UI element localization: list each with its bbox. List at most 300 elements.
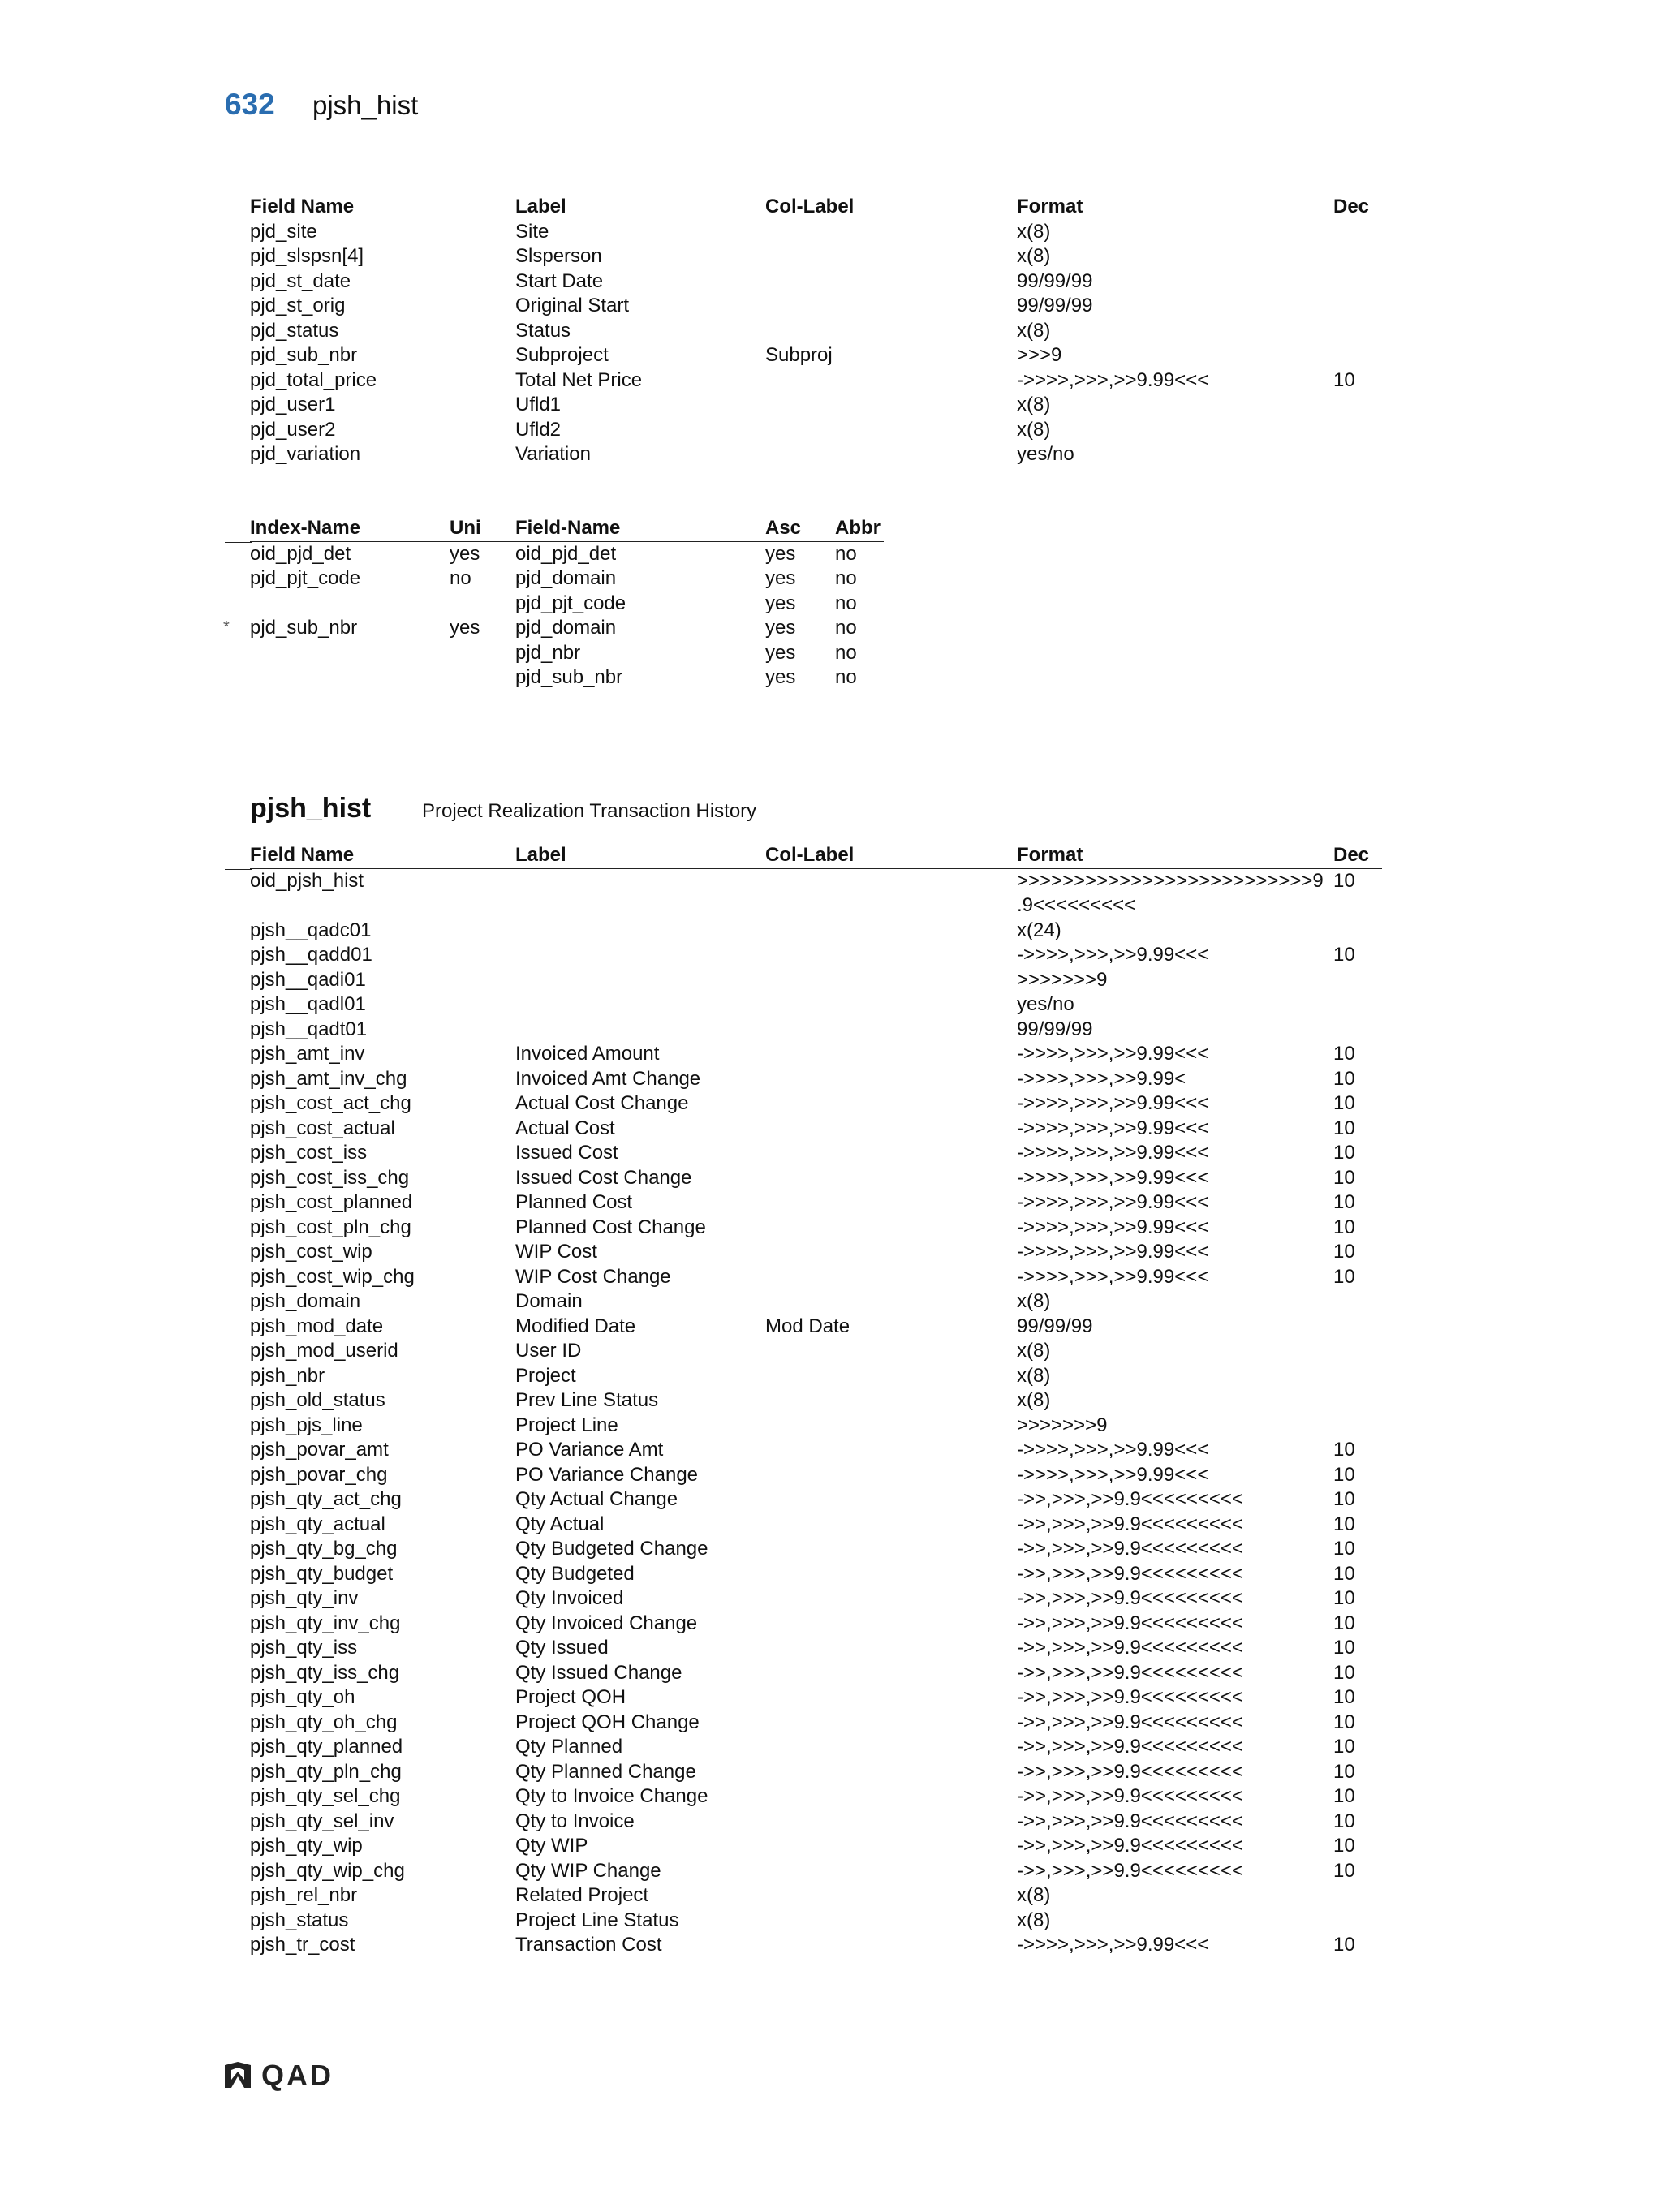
format-cell: 99/99/99 [1017,1315,1093,1337]
field-name-cell: pjsh_status [250,1909,349,1931]
table-row [250,343,1382,368]
dec-cell: 10 [1333,1538,1355,1560]
table-row [250,992,1382,1018]
format-cell: x(8) [1017,1909,1051,1931]
format-cell: ->>,>>>,>>9.9<<<<<<<<< [1017,1785,1243,1807]
table-row [250,1933,1382,1958]
label-cell: Domain [515,1290,583,1312]
format-cell: ->>,>>>,>>9.9<<<<<<<<< [1017,1686,1243,1708]
unique-cell: yes [450,542,480,565]
col-label-cell [765,1636,1017,1661]
unique-cell: no [450,567,471,589]
format-cell: ->>,>>>,>>9.9<<<<<<<<< [1017,1587,1243,1609]
col-label-cell [765,1661,1017,1686]
table-row [250,1414,1382,1439]
dec-cell [1333,343,1382,368]
label-cell: Ufld1 [515,394,562,415]
index-field-cell: pjd_nbr [515,641,581,664]
format-cell: ->>,>>>,>>9.9<<<<<<<<< [1017,1488,1243,1510]
index-name-cell [250,641,450,666]
label-cell: Project QOH [515,1686,626,1708]
format-cell: ->>>>,>>>,>>9.99<<< [1017,1934,1209,1956]
table-row [250,319,1382,344]
section-description: Project Realization Transaction History [422,800,757,822]
field-name-cell: pjsh_povar_chg [250,1463,388,1486]
field-name-cell: pjsh_qty_actual [250,1513,385,1535]
format-cell: x(8) [1017,1364,1051,1387]
field-name-cell: pjsh_qty_sel_inv [250,1810,394,1832]
table-row [250,244,1382,269]
index-name-cell [250,665,450,691]
table-row [250,1636,1382,1661]
dec-cell: 10 [1333,1265,1355,1288]
dec-cell: 10 [1333,1463,1355,1486]
format-cell: 99/99/99 [1017,1018,1093,1040]
dec-cell [1333,919,1382,944]
dec-cell [1333,294,1382,319]
label-cell: Variation [515,443,591,465]
format-cell: ->>,>>>,>>9.9<<<<<<<<< [1017,1513,1243,1535]
table-row [250,442,1382,467]
field-name-cell: pjsh_qty_bg_chg [250,1538,398,1560]
table-row [250,294,1382,319]
col-label-cell [765,1190,1017,1216]
abbr-cell: no [835,666,857,688]
dec-cell: 10 [1333,1587,1355,1609]
format-cell: ->>,>>>,>>9.9<<<<<<<<< [1017,1612,1243,1634]
format-cell: ->>>>,>>>,>>9.99<<< [1017,1241,1209,1263]
header-label: Label [515,196,566,217]
label-cell: PO Variance Amt [515,1439,664,1461]
asc-cell: yes [765,617,796,639]
col-label-cell [765,1537,1017,1562]
col-label-cell [765,220,1017,245]
table-row [250,1562,1382,1587]
label-cell: Planned Cost Change [515,1216,706,1238]
label-cell: Ufld2 [515,418,562,441]
field-table-pjsh [250,843,1382,1958]
field-name-cell: pjsh_povar_amt [250,1439,389,1461]
dec-cell [1333,1883,1382,1909]
dec-cell [1333,1339,1382,1364]
table-row [250,1265,1382,1290]
table-row [250,1513,1382,1538]
format-cell: x(24) [1017,919,1061,941]
table-row [250,1117,1382,1142]
asc-cell: yes [765,641,796,664]
format-cell: ->>,>>>,>>9.9<<<<<<<<< [1017,1637,1243,1659]
label-cell [515,968,765,993]
label-cell: Qty Issued [515,1637,609,1659]
dec-cell: 10 [1333,368,1355,391]
col-label-cell [765,368,1017,394]
label-cell: User ID [515,1340,582,1362]
dec-cell: 10 [1333,1934,1355,1956]
label-cell: Site [515,220,549,243]
format-cell: >>>>>>>9 [1017,1414,1108,1436]
col-label-cell [765,244,1017,269]
label-cell: Original Start [515,295,630,316]
label-cell: Invoiced Amount [515,1043,660,1065]
dec-cell: 10 [1333,1859,1355,1882]
label-cell: Qty Planned [515,1736,623,1758]
format-cell: x(8) [1017,1290,1051,1312]
dec-cell [1333,269,1382,295]
table-row [250,1388,1382,1414]
header-dec: Dec [1333,196,1370,217]
format-cell [1017,868,1333,919]
col-label-cell [765,1018,1017,1043]
field-name-cell: pjsh_cost_planned [250,1191,413,1213]
col-label-cell [765,1339,1017,1364]
field-name-cell: pjsh_cost_iss [250,1142,368,1164]
label-cell: Actual Cost [515,1117,615,1139]
dec-cell [1333,319,1382,344]
label-cell: Slsperson [515,245,602,267]
format-cell: x(8) [1017,1389,1051,1411]
format-cell: ->>>>,>>>,>>9.99<<< [1017,1265,1209,1288]
header-field-name: Field Name [250,843,515,868]
header-field-name: Field-Name [515,516,765,541]
asc-cell: yes [765,666,796,688]
dec-cell: 10 [1333,944,1355,966]
dec-cell: 10 [1333,1488,1355,1510]
field-name-cell: pjsh_cost_act_chg [250,1092,411,1114]
format-cell: ->>,>>>,>>9.9<<<<<<<<< [1017,1859,1243,1882]
header-asc: Asc [765,516,835,541]
table-row [250,592,884,617]
field-name-cell: pjsh_amt_inv_chg [250,1067,407,1090]
index-name-cell: oid_pjd_det [250,542,351,565]
header-format: Format [1017,843,1333,868]
col-label-cell [765,1735,1017,1760]
col-label-cell [765,1810,1017,1835]
format-cell: ->>,>>>,>>9.9<<<<<<<<< [1017,1562,1243,1585]
label-cell: Project Line Status [515,1909,679,1931]
asc-cell: yes [765,592,796,614]
format-cell: >>>9 [1017,344,1062,366]
dec-cell [1333,1018,1382,1043]
field-name-cell: pjsh_old_status [250,1389,385,1411]
table-row [250,1216,1382,1241]
field-name-cell: pjsh_mod_date [250,1315,384,1337]
col-label-cell [765,1388,1017,1414]
format-cell: ->>>>,>>>,>>9.99<<< [1017,1142,1209,1164]
abbr-cell: no [835,592,857,614]
col-label-cell [765,992,1017,1018]
abbr-cell: no [835,542,857,565]
table-row [250,393,1382,418]
label-cell: Qty Actual [515,1513,605,1535]
table-row [250,1760,1382,1785]
field-name-cell: pjsh_rel_nbr [250,1884,358,1906]
field-name-cell: pjsh_qty_act_chg [250,1488,402,1510]
dec-cell: 10 [1333,1216,1355,1238]
index-field-cell: oid_pjd_det [515,542,617,565]
table-row [250,616,884,641]
col-label-cell [765,294,1017,319]
format-cell: x(8) [1017,1884,1051,1906]
index-name-cell: pjd_pjt_code [250,567,361,589]
dec-cell [1333,1289,1382,1315]
col-label-cell [765,943,1017,968]
page-number: 632 [225,88,275,121]
format-cell: x(8) [1017,220,1051,243]
field-name-cell: pjsh_qty_inv_chg [250,1612,401,1634]
header-col-label: Col-Label [765,843,1017,868]
format-line: >>>>>>>>>>>>>>>>>>>>>>>>>>9 [1017,869,1324,892]
primary-index-marker: * [223,618,230,636]
field-name-cell: pjsh_cost_wip [250,1241,372,1263]
header-dec: Dec [1333,843,1382,868]
asc-cell: yes [765,542,796,565]
header-abbr: Abbr [835,516,884,541]
field-name-cell: pjsh_qty_iss [250,1637,358,1659]
abbr-cell: no [835,641,857,664]
format-cell: >>>>>>>9 [1017,968,1108,991]
dec-cell: 10 [1333,1067,1355,1090]
label-cell: Qty WIP [515,1835,588,1857]
field-name-cell: pjd_user2 [250,418,336,441]
dec-cell [1333,220,1382,245]
label-cell [515,919,765,944]
label-cell: Qty to Invoice [515,1810,635,1832]
table-row [250,1364,1382,1389]
col-label-cell [765,1883,1017,1909]
format-cell: ->>>>,>>>,>>9.99<<< [1017,1043,1209,1065]
label-cell: Qty Invoiced [515,1587,624,1609]
col-label-cell [765,1513,1017,1538]
unique-cell [450,665,515,691]
table-row [250,641,884,666]
field-name-cell: pjd_slspsn[4] [250,245,364,267]
table-row [250,1018,1382,1043]
dec-cell: 10 [1333,1043,1355,1065]
field-name-cell: pjd_site [250,220,317,243]
table-row [250,1166,1382,1191]
dec-cell: 10 [1333,1835,1355,1857]
dec-cell: 10 [1333,1439,1355,1461]
dec-cell: 10 [1333,1736,1355,1758]
col-label-cell [765,1216,1017,1241]
section-title: pjsh_hist [250,793,372,824]
dec-cell: 10 [1333,1191,1355,1213]
label-cell: Start Date [515,269,604,292]
col-label-cell [765,1784,1017,1810]
header-field-name: Field Name [250,196,355,217]
col-label-cell [765,1414,1017,1439]
abbr-cell: no [835,567,857,589]
table-row [250,1735,1382,1760]
header-format: Format [1017,196,1083,217]
field-name-cell: pjsh_qty_inv [250,1587,359,1609]
format-cell: ->>,>>>,>>9.9<<<<<<<<< [1017,1810,1243,1832]
label-cell: Project Line [515,1414,618,1436]
format-cell: ->>>>,>>>,>>9.99<<< [1017,944,1209,966]
field-name-cell: pjsh_qty_pln_chg [250,1760,402,1783]
col-label-cell [765,868,1017,919]
dec-cell: 10 [1333,1810,1355,1832]
table-row [250,1240,1382,1265]
label-cell: Qty WIP Change [515,1859,661,1882]
table-row [250,1784,1382,1810]
table-row [250,1909,1382,1934]
page-title: pjsh_hist [312,90,419,120]
label-cell: Related Project [515,1884,649,1906]
dec-cell [1333,1414,1382,1439]
format-cell: ->>>>,>>>,>>9.99<<< [1017,368,1209,391]
dec-cell: 10 [1333,1637,1355,1659]
col-label-cell [765,418,1017,443]
label-cell: Qty Budgeted [515,1562,635,1585]
table-row [250,1141,1382,1166]
table-row [250,1339,1382,1364]
col-label-cell [765,1117,1017,1142]
col-label-cell [765,319,1017,344]
unique-cell [450,641,515,666]
col-label-cell [765,1933,1017,1958]
index-field-cell: pjd_domain [515,617,617,639]
table-row [250,1661,1382,1686]
col-label-cell [765,1909,1017,1934]
field-name-cell: pjsh_cost_actual [250,1117,395,1139]
format-cell: 99/99/99 [1017,295,1093,316]
table-row [250,566,884,592]
field-name-cell: pjsh_domain [250,1290,361,1312]
index-field-cell: pjd_sub_nbr [515,666,623,688]
field-name-cell: pjd_variation [250,443,361,465]
format-line: .9<<<<<<<<< [1017,894,1136,916]
col-label-cell [765,1834,1017,1859]
format-cell: ->>>>,>>>,>>9.99<<< [1017,1092,1209,1114]
label-cell: Planned Cost [515,1191,633,1213]
table-row [250,665,884,691]
label-cell: Total Net Price [515,368,643,391]
format-cell: ->>,>>>,>>9.9<<<<<<<<< [1017,1661,1243,1684]
dec-cell [1333,1364,1382,1389]
field-name-cell: pjsh__qadd01 [250,944,372,966]
table-row [250,943,1382,968]
table-row [250,541,884,566]
field-name-cell: pjd_status [250,319,339,342]
table-row [250,368,1382,394]
header-index-name: Index-Name [250,516,450,541]
field-name-cell: pjsh_amt_inv [250,1043,365,1065]
dec-cell [1333,1315,1382,1340]
index-field-cell: pjd_pjt_code [515,592,626,614]
table-row [250,1438,1382,1463]
table-row [250,1042,1382,1067]
field-name-cell: pjsh_mod_userid [250,1340,398,1362]
dec-cell [1333,393,1382,418]
label-cell: Status [515,319,571,342]
table-row [250,1067,1382,1092]
label-cell [515,943,765,968]
field-name-cell: pjsh_qty_planned [250,1736,403,1758]
field-name-cell: oid_pjsh_hist [250,869,364,892]
dec-cell: 10 [1333,1092,1355,1114]
table-row [250,1190,1382,1216]
label-cell [515,992,765,1018]
dec-cell: 10 [1333,1117,1355,1139]
dec-cell: 10 [1333,1661,1355,1684]
field-name-cell: pjd_total_price [250,368,377,391]
format-cell: ->>,>>>,>>9.9<<<<<<<<< [1017,1711,1243,1733]
dec-cell: 10 [1333,1562,1355,1585]
table2-rule-left [225,869,252,870]
unique-cell [450,592,515,617]
field-name-cell: pjsh_qty_oh [250,1686,355,1708]
label-cell: Issued Cost Change [515,1166,692,1189]
label-cell: Project QOH Change [515,1711,700,1733]
table-row [250,1289,1382,1315]
field-name-cell: pjsh_cost_wip_chg [250,1265,415,1288]
dec-cell: 10 [1333,1785,1355,1807]
dec-cell: 10 [1333,1760,1355,1783]
format-cell: ->>,>>>,>>9.9<<<<<<<<< [1017,1835,1243,1857]
label-cell: Prev Line Status [515,1389,659,1411]
format-cell: x(8) [1017,418,1051,441]
index-rule-left [225,542,252,543]
field-name-cell: pjd_st_date [250,269,351,292]
col-label-cell [765,1463,1017,1488]
index-name-cell: pjd_sub_nbr [250,617,358,639]
col-label-cell [765,1487,1017,1513]
field-name-cell: pjsh__qadc01 [250,919,372,941]
table-row [250,919,1382,944]
col-label-cell [765,393,1017,418]
header-col-label: Col-Label [765,196,855,217]
table-row [250,1537,1382,1562]
col-label-cell [765,968,1017,993]
table-row [250,1586,1382,1612]
dec-cell [1333,1388,1382,1414]
field-name-cell: pjsh_qty_budget [250,1562,394,1585]
table-row [250,418,1382,443]
field-name-cell: pjd_sub_nbr [250,344,358,366]
field-name-cell: pjsh_tr_cost [250,1934,355,1956]
index-table [250,516,884,691]
format-cell: x(8) [1017,1340,1051,1362]
table-row [250,968,1382,993]
field-name-cell: pjd_st_orig [250,295,346,316]
dec-cell: 10 [1333,1241,1355,1263]
field-name-cell: pjsh__qadi01 [250,968,366,991]
col-label-cell [765,1166,1017,1191]
field-name-cell: pjsh_qty_sel_chg [250,1785,401,1807]
header-uni: Uni [450,516,515,541]
format-cell: ->>,>>>,>>9.9<<<<<<<<< [1017,1538,1243,1560]
label-cell: WIP Cost Change [515,1265,671,1288]
dec-cell [1333,418,1382,443]
table-row [250,1315,1382,1340]
index-field-cell: pjd_domain [515,567,617,589]
label-cell: Qty Invoiced Change [515,1612,698,1634]
col-label-cell [765,442,1017,467]
col-label-cell [765,269,1017,295]
table-row [250,269,1382,295]
col-label-cell [765,1289,1017,1315]
label-cell: Qty Issued Change [515,1661,682,1684]
field-name-cell: pjd_user1 [250,394,336,415]
label-cell: WIP Cost [515,1241,597,1263]
label-cell [515,868,765,919]
dec-cell: 10 [1333,1513,1355,1535]
format-cell: x(8) [1017,245,1051,267]
label-cell: Issued Cost [515,1142,618,1164]
dec-cell [1333,968,1382,993]
label-cell: Qty Actual Change [515,1488,678,1510]
